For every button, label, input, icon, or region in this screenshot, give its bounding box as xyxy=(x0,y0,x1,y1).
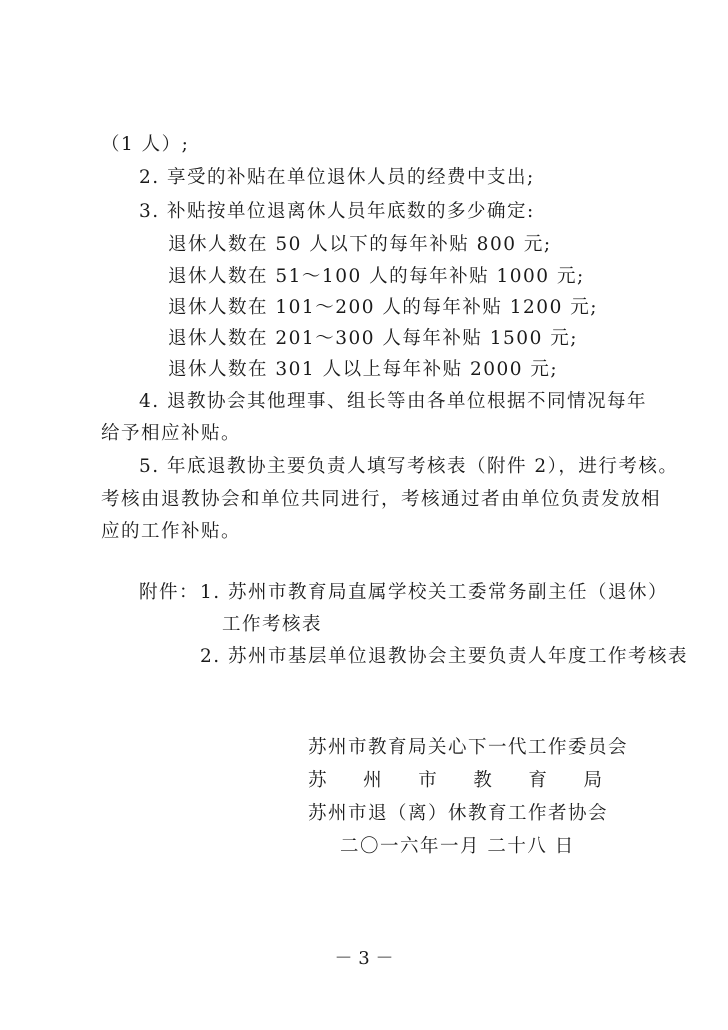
org-2-char: 市 xyxy=(418,770,437,791)
signature-org-1: 苏州市教育局关心下一代工作委员会 xyxy=(308,737,629,758)
item-4-line-2: 给予相应补贴。 xyxy=(101,423,242,444)
tier-2: 退休人数在 51～100 人的每年补贴 1000 元; xyxy=(168,266,585,287)
signature-date: 二〇一六年一月 二十八 日 xyxy=(340,836,575,857)
org-2-char: 州 xyxy=(363,770,382,791)
org-2-char: 育 xyxy=(528,770,547,791)
item-4-line-1: 4. 退教协会其他理事、组长等由各单位根据不同情况每年 xyxy=(139,391,648,412)
signature-org-3: 苏州市退（离）休教育工作者协会 xyxy=(308,803,609,824)
attachments-label: 附件： xyxy=(139,582,200,603)
signature-org-2 xyxy=(308,772,602,791)
tier-1: 退休人数在 50 人以下的每年补贴 800 元; xyxy=(168,234,552,255)
item-3: 3. 补贴按单位退离休人员年底数的多少确定: xyxy=(139,201,535,222)
org-2-char: 苏 xyxy=(308,770,327,791)
page-number: － 3 － xyxy=(334,948,394,969)
attachment-1-line-1: 1. 苏州市教育局直属学校关工委常务副主任（退休） xyxy=(200,582,669,603)
org-2-char: 局 xyxy=(583,770,602,791)
continuation-line: （1 人）; xyxy=(101,134,190,155)
org-2-char: 教 xyxy=(473,770,492,791)
item-5-line-3: 应的工作补贴。 xyxy=(101,521,242,542)
tier-4: 退休人数在 201～300 人每年补贴 1500 元; xyxy=(168,328,578,349)
tier-3: 退休人数在 101～200 人的每年补贴 1200 元; xyxy=(168,297,598,318)
attachment-1-line-2: 工作考核表 xyxy=(222,614,323,635)
item-5-line-1: 5. 年底退教协主要负责人填写考核表（附件 2），进行考核。 xyxy=(139,456,679,477)
attachment-2: 2. 苏州市基层单位退教协会主要负责人年度工作考核表 xyxy=(200,646,689,667)
tier-5: 退休人数在 301 人以上每年补贴 2000 元; xyxy=(168,359,559,380)
item-5-line-2: 考核由退教协会和单位共同进行，考核通过者由单位负责发放相 xyxy=(101,489,662,510)
item-2: 2. 享受的补贴在单位退休人员的经费中支出; xyxy=(139,167,535,188)
